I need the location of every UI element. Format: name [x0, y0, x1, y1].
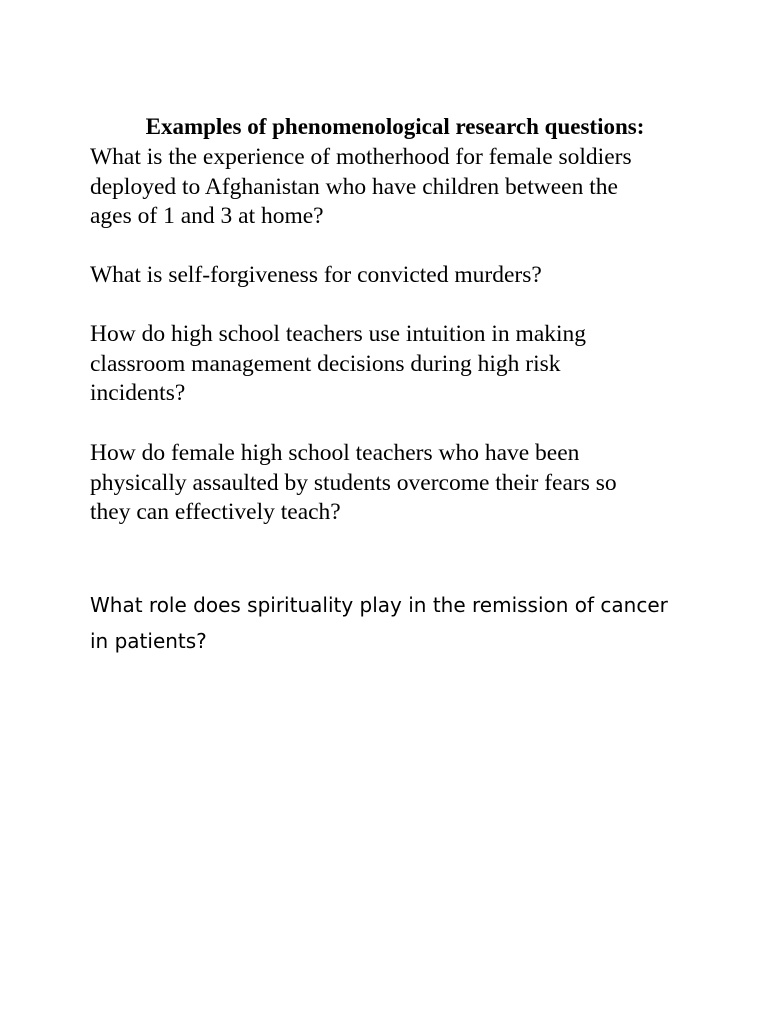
question-spirituality-cancer	[90, 587, 690, 659]
question-line: they can effectively teach?	[90, 499, 341, 525]
question-line: physically assaulted by students overcome their fears so	[90, 469, 617, 496]
question-line: in patients?	[90, 629, 207, 653]
question-assaulted-teachers	[90, 439, 690, 528]
question-motherhood-female-soldiers	[90, 143, 690, 232]
page-title: Examples of phenomenological research questions:	[145, 114, 645, 139]
question-self-forgiveness	[90, 261, 690, 291]
question-line: incidents?	[90, 380, 186, 406]
question-teacher-intuition	[90, 320, 690, 409]
question-line: How do high school teachers use intuition in making	[90, 321, 587, 347]
question-line: What is self-forgiveness for convicted murders?	[90, 262, 542, 288]
question-line: deployed to Afghanistan who have children between the	[90, 173, 618, 200]
question-line: ages of 1 and 3 at home?	[90, 203, 324, 229]
question-line: classroom management decisions during high risk	[90, 350, 561, 377]
question-line: What is the experience of motherhood for female soldiers	[90, 144, 632, 170]
question-line: How do female high school teachers who have been	[90, 440, 580, 466]
question-line: What role does spirituality play in the remission of cancer	[90, 593, 668, 617]
